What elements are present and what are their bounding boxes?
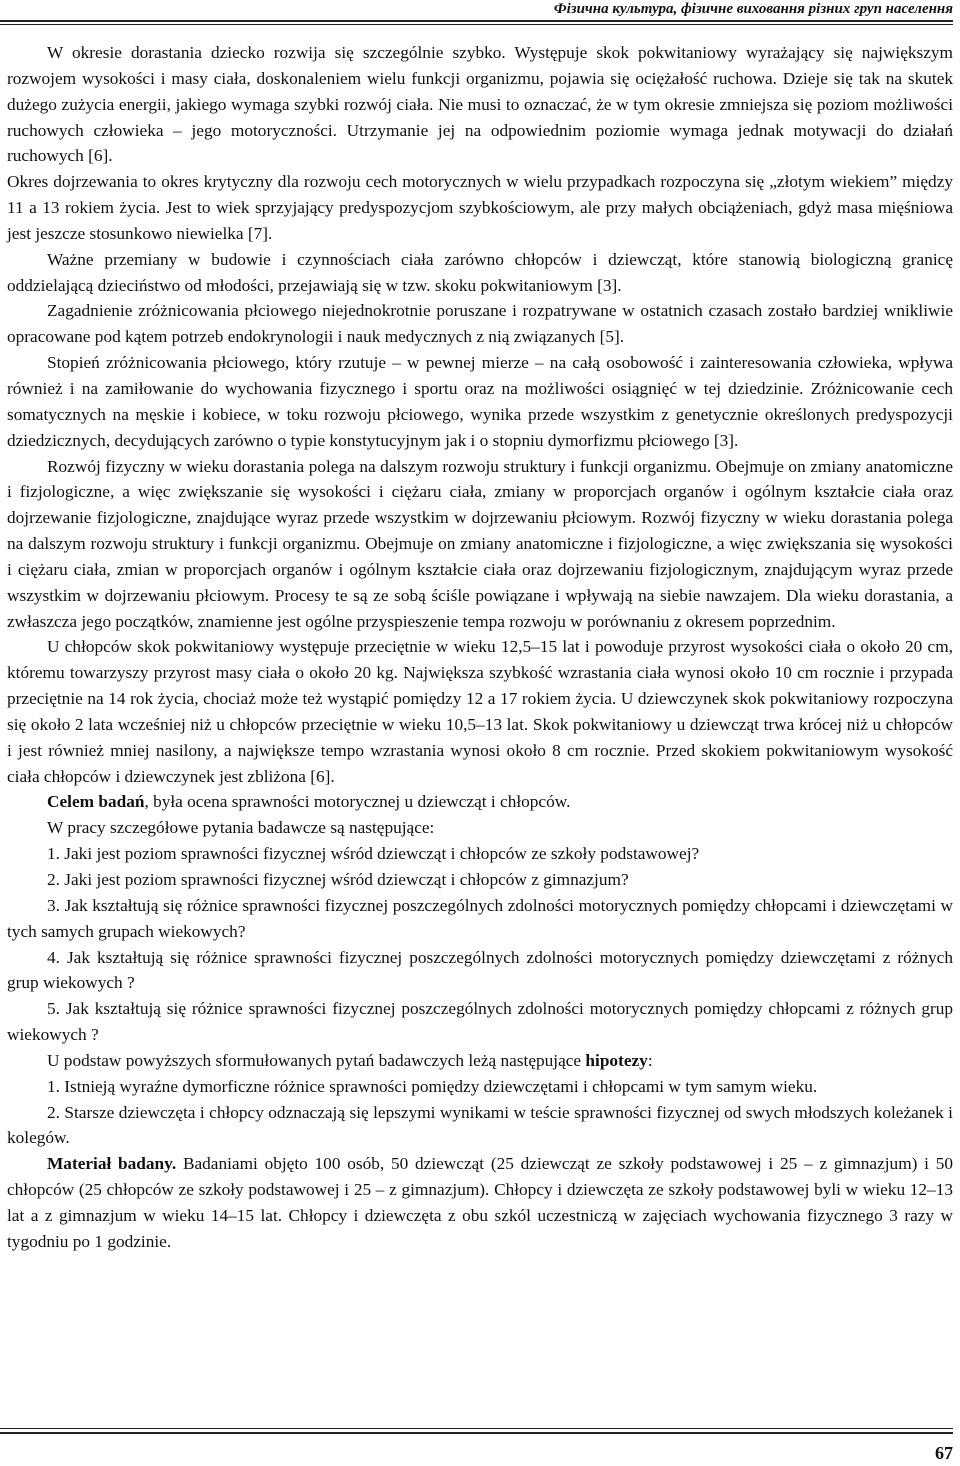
hypotheses-intro-text: U podstaw powyższych sformułowanych pytań badawczych leżą następujące (47, 1050, 586, 1070)
material-label: Materiał badany. (47, 1154, 177, 1174)
aim-label: Celem badań (47, 792, 145, 812)
paragraph-growth-spurt: U chłopców skok pokwitaniowy występuje przeciętnie w wieku 12,5–15 lat i powoduje przyrost wysokości ciała o około 20 cm, któremu towarzyszy przyrost masy ciała o około 20 kg. Największa szybkość wzrastania ciała wynosi około 10 cm rocznie i przypada przeciętnie na 14 rok życia, chociaż może też wystąpić pomiędzy 12 a 17 rokiem życia. U dziewczynek skok pokwitaniowy rozpoczyna się około 2 lata wcześniej niż u chłopców przeciętnie w wieku 10,5–13 lat. Skok pokwitaniowy u dziewcząt trwa krócej niż u chłopców i jest również mniej nasilony, a największe tempo wzrastania wynosi około 8 cm rocznie. Przed skokiem pokwitaniowym wysokość ciała chłopców i dziewczynek jest zbliżona [6]. (7, 637, 953, 786)
hypotheses-label: hipotezy (585, 1050, 648, 1070)
running-header (0, 0, 953, 22)
paragraph-maturation: Okres dojrzewania to okres krytyczny dla rozwoju cech motorycznych w wielu przypadkach rozpoczyna się „złotym wiekiem” między 11 a 13 rokiem życia. Jest to wiek sprzyjający predyspozycjom szybkościowym, ale przy małych obciążeniach, gdyż masa mięśniowa jest jeszcze stosunkowo niewielka [7]. (7, 172, 953, 243)
paragraph-physical-development: Rozwój fizyczny w wieku dorastania polega na dalszym rozwoju struktury i funkcji organizmu. Obejmuje on zmiany anatomiczne i fizjologiczne, a więc zwiększanie się wysokości i ciężaru ciała, zmiany w proporcjach organów i ogólnym kształcie ciała oraz dojrzewanie fizjologiczne, znajdujące wyraz przede wszystkim w dojrzewaniu płciowym. Rozwój fizyczny w wieku dorastania polega na dalszym rozwoju struktury i funkcji organizmu. Obejmuje on zmiany anatomiczne i fizjologiczne, a więc zwiększania się wysokości i ciężaru ciała, zmian w proporcjach organów i ogólnym kształcie ciała oraz dojrzewaniu fizjologicznym, znajdującym wyraz przede wszystkim w dojrzewaniu płciowym. Procesy te są ze sobą ściśle powiązane i wpływają na siebie nawzajem. Dla wieku dorastania, a zwłaszcza jego początków, znamienne jest ogólne przyspieszenie tempa rozwoju w porównaniu z okresem poprzednim. (7, 456, 953, 631)
paragraph-changes: Ważne przemiany w budowie i czynnościach ciała zarówno chłopców i dziewcząt, które stanowią biologiczną granicę oddzielającą dzieciństwo od młodości, przejawiają się w tzw. skoku pokwitaniowym [3]. (7, 249, 953, 295)
hypothesis-item: 1. Istnieją wyraźne dymorficzne różnice sprawności pomiędzy dziewczętami i chłopcami w tym samym wieku. (47, 1076, 818, 1096)
paragraph-material (7, 1151, 953, 1254)
header-rule-thick (0, 20, 953, 22)
paragraph-sex-differentiation: Zagadnienie zróżnicowania płciowego niejednokrotnie poruszane i rozpatrywane w ostatnich czasach zostało bardziej wnikliwie opracowane pod kątem potrzeb endokrynologii i nauk medycznych z nią związanych [5]. (7, 301, 953, 347)
question-item: 1. Jaki jest poziom sprawności fizycznej wśród dziewcząt i chłopców ze szkoły podstawowej? (47, 844, 700, 864)
question-item: 3. Jak kształtują się różnice sprawności fizycznej poszczególnych zdolności motorycznych pomiędzy chłopcami i dziewczętami w tych samych grupach wiekowych? (7, 895, 953, 941)
footer-rule-thick (0, 1432, 953, 1434)
header-rule-thin (0, 24, 953, 25)
paragraph-adolescence: W okresie dorastania dziecko rozwija się szczególnie szybko. Występuje skok pokwitaniowy wyrażający się największym rozwojem wysokości i masy ciała, doskonaleniem wielu funkcji organizmu, pojawia się ociężałość ruchowa. Dzieje się tak na skutek dużego zużycia energii, jakiego wymaga szybki rozwój ciała. Nie musi to oznaczać, że w tym okresie zmniejsza się poziom możliwości ruchowych człowieka – jego motoryczności. Utrzymanie jej na odpowiednim poziomie wymaga jednak motywacji do działań ruchowych [6]. (7, 43, 953, 166)
hypotheses-colon: : (647, 1050, 653, 1070)
aim-text: , była ocena sprawności motorycznej u dziewcząt i chłopców. (144, 792, 571, 812)
paragraph-aim (7, 789, 953, 815)
hypothesis-item: 2. Starsze dziewczęta i chłopcy odznaczają się lepszymi wynikami w teście sprawności fizycznej od swych młodszych koleżanek i kolegów. (7, 1102, 953, 1148)
page-number: 67 (935, 1443, 953, 1463)
question-item: 2. Jaki jest poziom sprawności fizycznej wśród dziewcząt i chłopców z gimnazjum? (47, 870, 629, 889)
questions-intro: W pracy szczegółowe pytania badawcze są następujące: (47, 818, 435, 838)
material-text: Badaniami objęto 100 osób, 50 dziewcząt (25 dziewcząt ze szkoły podstawowej i 25 – z gimnazjum) i 50 chłopców (25 chłopców ze szkoły podstawowej i 25 – z gimnazjum). Chłopcy i dziewczęta ze szkoły podstawowej byli w wieku 12–13 lat a z gimnazjum w wieku 14–15 lat. Chłopcy i dziewczęta z obu szkól uczestniczą w zajęciach wychowania fizycznego 3 razy w tygodniu po 1 godzinie. (7, 1154, 954, 1251)
running-title: Фізична культура, фізичне виховання різних груп населення (553, 1, 953, 17)
question-item: 4. Jak kształtują się różnice sprawności fizycznej poszczególnych zdolności motorycznych pomiędzy dziewczętami z różnych grup wiekowych ? (7, 947, 953, 993)
footer-rule-thin (0, 1428, 953, 1429)
article-body (7, 40, 953, 1255)
paragraph-dimorphism: Stopień zróżnicowania płciowego, który rzutuje – w pewnej mierze – na całą osobowość i zainteresowania człowieka, wpływa również i na zamiłowanie do wychowania fizycznego i sportu oraz na możliwości osiągnięć w tej dziedzinie. Zróżnicowanie cech somatycznych na męskie i kobiece, w toku rozwoju płciowego, wynika przede wszystkim z genetycznie określonych predyspozycji dziedzicznych, decydujących zarówno o typie konstytucyjnym jak i o stopniu dymorfizmu płciowego [3]. (7, 353, 953, 450)
question-item: 5. Jak kształtują się różnice sprawności fizycznej poszczególnych zdolności motorycznych pomiędzy chłopcami z różnych grup wiekowych ? (7, 999, 953, 1045)
hypotheses-intro (7, 1048, 953, 1074)
